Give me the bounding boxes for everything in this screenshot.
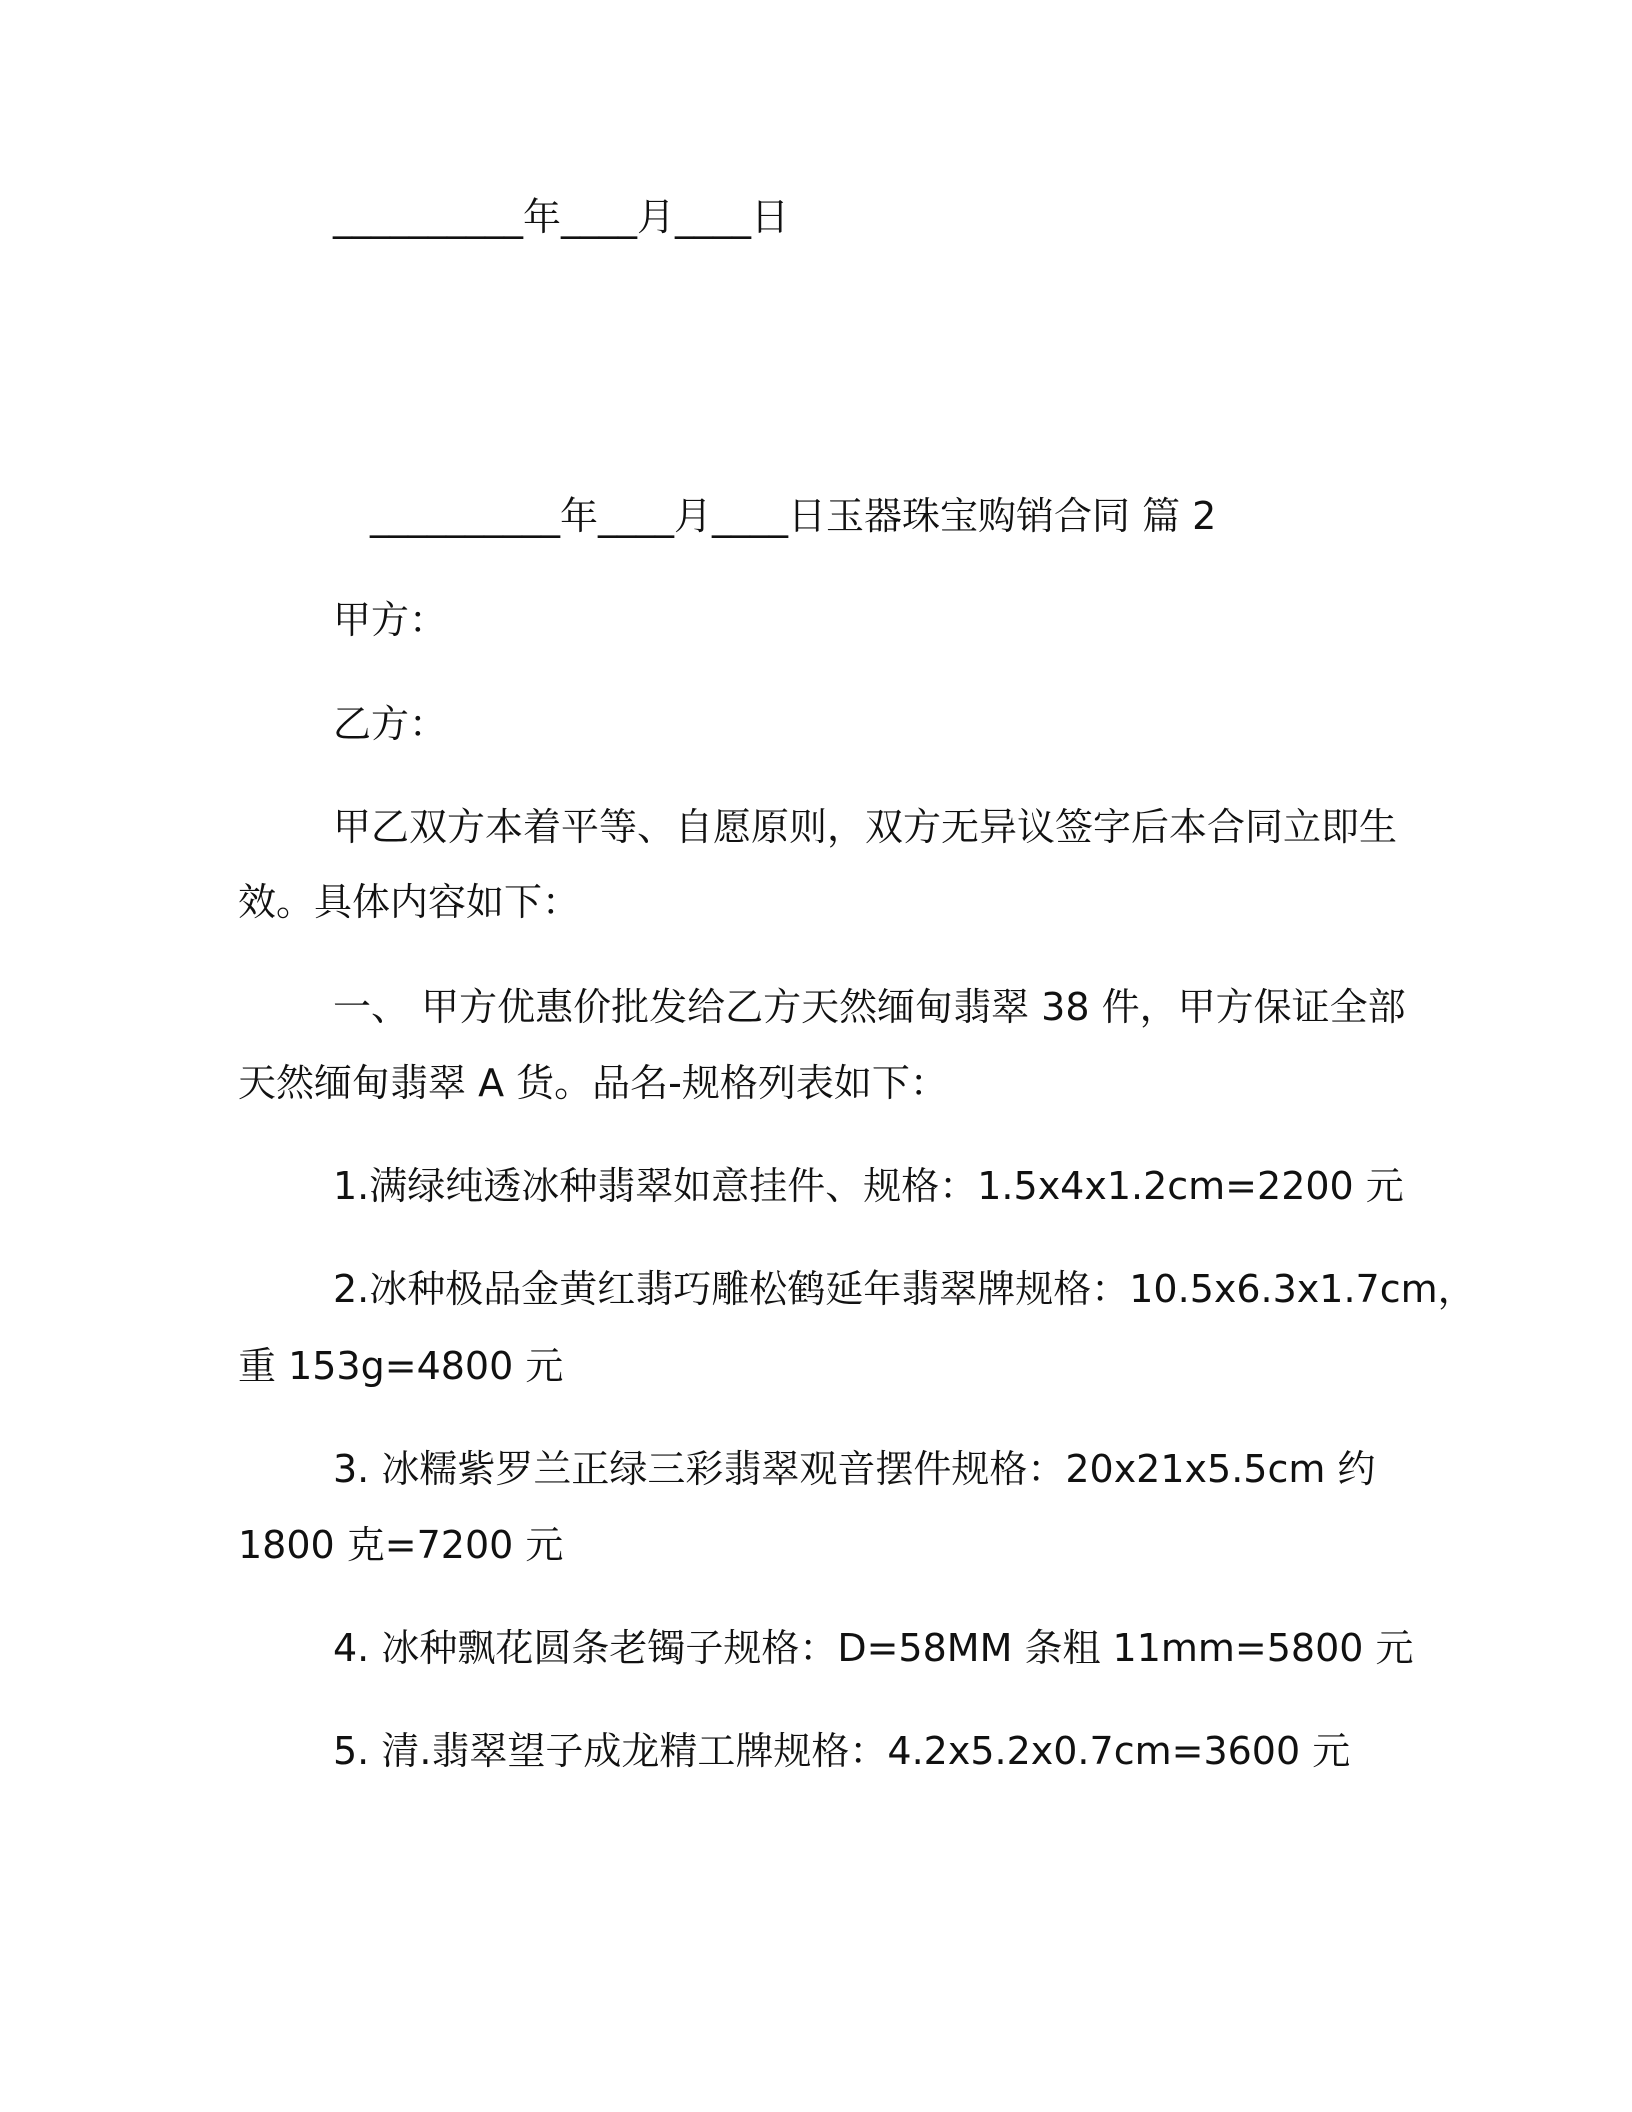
intro-line-1: 甲乙双方本着平等、自愿原则，双方无异议签字后本合同立即生 (333, 805, 1398, 849)
intro-line-2: 效。具体内容如下： (238, 880, 581, 924)
date-line-top: __________年____月____日 (333, 195, 790, 239)
item-5-line-1: 5. 清.翡翠望子成龙精工牌规格：4.2x5.2x0.7cm=3600 元 (333, 1729, 1351, 1773)
party-a-label: 甲方： (333, 598, 448, 642)
clause-1-line-1: 一、 甲方优惠价批发给乙方天然缅甸翡翠 38 件，甲方保证全部 (333, 985, 1406, 1029)
contract-title: __________年____月____日玉器珠宝购销合同 篇 2 (370, 494, 1217, 538)
item-2-line-1: 2.冰种极品金黄红翡巧雕松鹤延年翡翠牌规格：10.5x6.3x1.7cm， (333, 1267, 1476, 1311)
item-2-line-2: 重 153g=4800 元 (238, 1344, 564, 1388)
party-b-label: 乙方： (333, 702, 448, 746)
item-3-line-1: 3. 冰糯紫罗兰正绿三彩翡翠观音摆件规格：20x21x5.5cm 约 (333, 1447, 1376, 1491)
item-1-line-1: 1.满绿纯透冰种翡翠如意挂件、规格：1.5x4x1.2cm=2200 元 (333, 1164, 1404, 1208)
item-3-line-2: 1800 克=7200 元 (238, 1523, 564, 1567)
clause-1-line-2: 天然缅甸翡翠 A 货。品名-规格列表如下： (238, 1061, 948, 1105)
item-4-line-1: 4. 冰种飘花圆条老镯子规格：D=58MM 条粗 11mm=5800 元 (333, 1626, 1414, 1670)
